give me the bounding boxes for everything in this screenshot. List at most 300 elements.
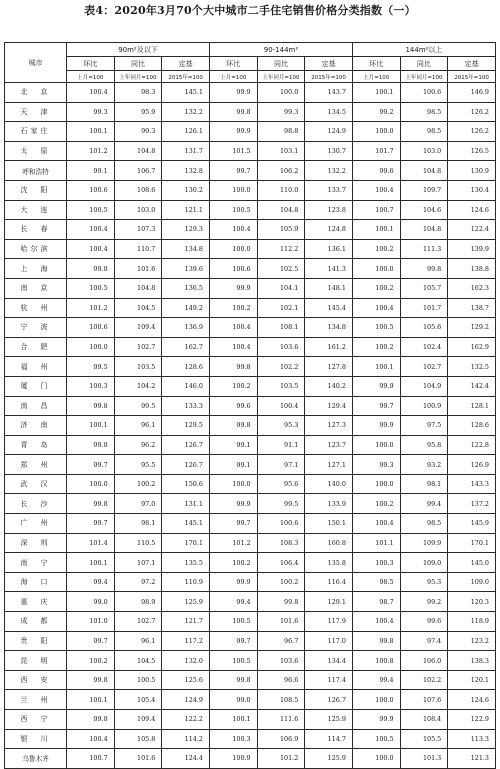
index-value: 95.3 [257,416,305,436]
index-value: 96.6 [257,670,305,690]
index-value: 99.6 [352,161,400,181]
table-row [5,670,496,690]
table-row [5,592,496,612]
city-name: 大 连 [5,200,67,220]
subcol-header: 同比 [257,57,305,71]
index-value: 100.0 [209,474,257,494]
index-value: 101.3 [400,749,448,769]
index-value: 139.9 [448,239,496,259]
index-value: 129.4 [305,396,353,416]
index-value: 136.9 [162,318,210,338]
index-value: 126.2 [448,102,496,122]
index-value: 99.9 [352,376,400,396]
table-row [5,533,496,553]
city-name: 深 圳 [5,533,67,553]
index-value: 99.8 [67,396,115,416]
base-header: 上月=100 [67,71,115,83]
index-value: 100.4 [67,239,115,259]
index-value: 126.9 [448,455,496,475]
city-name: 贵 阳 [5,631,67,651]
index-value: 99.3 [67,102,115,122]
index-value: 138.3 [448,651,496,671]
index-value: 99.9 [209,122,257,142]
base-header: 2015年=100 [448,71,496,83]
index-value: 122.2 [162,710,210,730]
subcol-header: 环比 [209,57,257,71]
index-value: 100.3 [67,376,115,396]
index-value: 100.1 [352,220,400,240]
index-value: 110.5 [114,533,162,553]
index-value: 127.3 [305,416,353,436]
index-value: 100.4 [352,298,400,318]
index-value: 129.3 [162,220,210,240]
base-header: 上年同月=100 [114,71,162,83]
index-value: 140.2 [305,376,353,396]
index-value: 98.5 [400,514,448,534]
city-name: 西 安 [5,670,67,690]
index-value: 106.4 [257,553,305,573]
index-value: 100.1 [67,122,115,142]
index-value: 100.5 [67,200,115,220]
index-value: 99.8 [209,102,257,122]
index-value: 105.9 [257,220,305,240]
table-row [5,337,496,357]
table-body [5,83,496,769]
index-value: 112.2 [257,239,305,259]
index-value: 100.7 [67,749,115,769]
index-value: 126.2 [448,122,496,142]
city-name: 郑 州 [5,455,67,475]
index-value: 121.7 [162,612,210,632]
index-value: 100.7 [352,200,400,220]
index-value: 93.2 [400,455,448,475]
index-value: 99.1 [209,435,257,455]
table-row [5,690,496,710]
index-value: 104.1 [257,278,305,298]
index-value: 99.6 [209,396,257,416]
index-value: 99.7 [67,631,115,651]
index-value: 99.4 [209,592,257,612]
index-value: 107.1 [114,553,162,573]
index-value: 100.0 [352,122,400,142]
index-value: 99.6 [400,612,448,632]
city-name: 济 南 [5,416,67,436]
index-value: 97.4 [400,631,448,651]
index-value: 100.0 [352,749,400,769]
index-value: 100.0 [352,474,400,494]
index-value: 124.9 [305,122,353,142]
index-value: 120.1 [448,670,496,690]
index-value: 110.7 [114,239,162,259]
city-name: 乌鲁木齐 [5,749,67,769]
index-value: 99.7 [67,514,115,534]
table-row [5,102,496,122]
index-value: 103.1 [257,141,305,161]
index-value: 143.3 [448,474,496,494]
index-value: 99.7 [67,455,115,475]
city-name: 武 汉 [5,474,67,494]
index-value: 100.2 [352,239,400,259]
index-value: 95.6 [257,474,305,494]
index-value: 145.1 [162,83,210,103]
index-value: 95.3 [400,572,448,592]
index-value: 162.3 [448,278,496,298]
index-value: 99.8 [67,670,115,690]
city-name: 哈尔滨 [5,239,67,259]
index-value: 100.2 [257,572,305,592]
index-value: 101.0 [67,612,115,632]
index-value: 100.0 [352,690,400,710]
index-value: 111.3 [400,239,448,259]
index-value: 100.4 [209,337,257,357]
index-value: 96.2 [114,435,162,455]
index-value: 100.5 [209,612,257,632]
index-value: 109.0 [400,553,448,573]
index-value: 101.7 [352,141,400,161]
index-value: 98.5 [400,122,448,142]
index-value: 99.1 [209,455,257,475]
city-name: 兰 州 [5,690,67,710]
city-name: 沈 阳 [5,180,67,200]
index-value: 136.1 [305,239,353,259]
index-value: 100.6 [400,83,448,103]
index-value: 102.2 [400,670,448,690]
index-value: 122.9 [448,710,496,730]
index-value: 131.7 [162,141,210,161]
index-value: 150.6 [162,474,210,494]
city-name: 厦 门 [5,376,67,396]
index-value: 100.1 [67,416,115,436]
index-value: 123.8 [305,200,353,220]
index-value: 100.0 [67,337,115,357]
index-value: 150.1 [305,514,353,534]
index-value: 99.8 [352,631,400,651]
index-value: 102.7 [400,357,448,377]
index-value: 122.8 [448,435,496,455]
index-value: 100.4 [352,180,400,200]
group-header: 90-144m² [209,43,352,57]
index-value: 99.8 [67,494,115,514]
index-value: 101.6 [114,749,162,769]
index-value: 100.1 [352,357,400,377]
index-value: 110.9 [162,572,210,592]
index-value: 109.0 [448,572,496,592]
index-value: 102.5 [257,259,305,279]
index-value: 100.2 [352,494,400,514]
index-value: 100.4 [209,220,257,240]
city-name: 长 沙 [5,494,67,514]
index-value: 101.6 [257,612,305,632]
index-value: 99.2 [400,592,448,612]
index-value: 99.8 [67,710,115,730]
index-value: 130.9 [448,161,496,181]
index-value: 103.0 [400,141,448,161]
index-value: 101.2 [67,298,115,318]
index-value: 129.1 [305,592,353,612]
index-value: 113.3 [448,729,496,749]
subcol-header: 环比 [352,57,400,71]
index-value: 100.3 [209,729,257,749]
index-value: 114.2 [162,729,210,749]
index-value: 138.8 [448,259,496,279]
index-value: 126.7 [305,690,353,710]
index-value: 121.1 [162,200,210,220]
index-value: 100.1 [67,690,115,710]
index-value: 108.4 [400,710,448,730]
index-value: 100.4 [352,514,400,534]
index-value: 100.2 [352,337,400,357]
index-value: 124.9 [162,690,210,710]
index-value: 99.9 [352,710,400,730]
index-value: 130.2 [162,180,210,200]
index-value: 109.4 [114,710,162,730]
index-value: 100.0 [352,259,400,279]
index-value: 99.8 [257,592,305,612]
index-value: 124.8 [305,220,353,240]
index-value: 108.3 [257,533,305,553]
city-name: 青 岛 [5,435,67,455]
index-value: 100.4 [209,318,257,338]
table-row [5,631,496,651]
city-name: 宁 波 [5,318,67,338]
index-value: 106.7 [114,161,162,181]
index-value: 95.9 [114,102,162,122]
index-value: 98.5 [400,102,448,122]
city-name: 合 肥 [5,337,67,357]
table-row [5,455,496,475]
index-value: 101.4 [67,533,115,553]
index-value: 117.0 [305,631,353,651]
index-value: 132.2 [305,161,353,181]
index-value: 100.1 [67,553,115,573]
index-value: 104.8 [114,278,162,298]
table-row [5,416,496,436]
index-value: 97.5 [400,416,448,436]
city-name: 长 春 [5,220,67,240]
table-row [5,278,496,298]
city-name: 太 原 [5,141,67,161]
index-value: 117.2 [162,631,210,651]
index-value: 125.9 [305,710,353,730]
index-value: 145.0 [448,553,496,573]
index-value: 99.4 [352,670,400,690]
index-value: 124.4 [162,749,210,769]
index-value: 104.9 [400,376,448,396]
index-value: 134.4 [305,651,353,671]
index-value: 114.7 [305,729,353,749]
index-value: 132.0 [162,651,210,671]
index-value: 161.2 [305,337,353,357]
index-value: 100.4 [67,83,115,103]
index-value: 100.6 [209,259,257,279]
index-value: 107.6 [400,690,448,710]
index-value: 160.8 [305,533,353,553]
index-value: 100.2 [209,553,257,573]
subcol-header: 同比 [400,57,448,71]
table-row [5,710,496,730]
index-value: 104.8 [400,161,448,181]
index-value: 99.0 [209,690,257,710]
index-value: 99.8 [67,435,115,455]
index-value: 104.6 [400,200,448,220]
index-value: 100.5 [209,200,257,220]
index-value: 103.0 [114,200,162,220]
index-value: 100.5 [114,670,162,690]
index-value: 138.7 [448,298,496,318]
table-row [5,612,496,632]
base-header: 上年同月=100 [400,71,448,83]
index-value: 97.1 [257,455,305,475]
index-value: 134.5 [305,102,353,122]
index-value: 134.8 [162,239,210,259]
index-value: 97.0 [114,494,162,514]
table-row [5,572,496,592]
index-value: 133.7 [305,180,353,200]
base-header: 2015年=100 [305,71,353,83]
subcol-header: 环比 [67,57,115,71]
table-row [5,514,496,534]
city-name: 天 津 [5,102,67,122]
table-row [5,435,496,455]
table-row [5,376,496,396]
index-value: 100.5 [352,318,400,338]
index-value: 148.1 [305,278,353,298]
base-header: 上年同月=100 [257,71,305,83]
index-value: 121.3 [448,749,496,769]
index-value: 146.9 [448,83,496,103]
index-value: 100.0 [209,239,257,259]
index-value: 100.0 [257,83,305,103]
index-value: 128.6 [162,357,210,377]
index-value: 101.6 [114,259,162,279]
table-row [5,318,496,338]
city-column-header: 城市 [5,43,67,83]
table-row [5,474,496,494]
index-value: 96.7 [257,631,305,651]
index-value: 111.6 [257,710,305,730]
index-value: 109.7 [400,180,448,200]
index-value: 117.9 [305,612,353,632]
table-row [5,141,496,161]
index-value: 98.1 [400,474,448,494]
index-value: 126.7 [162,435,210,455]
index-value: 96.1 [114,416,162,436]
table-row [5,83,496,103]
index-value: 140.0 [305,474,353,494]
index-value: 97.2 [114,572,162,592]
base-header: 2015年=100 [162,71,210,83]
index-value: 124.6 [448,200,496,220]
index-value: 98.1 [114,514,162,534]
table-title: 表4：2020年3月70个大中城市二手住宅销售价格分类指数（一） [84,4,416,17]
index-value: 145.9 [448,514,496,534]
index-value: 100.1 [209,710,257,730]
index-value: 145.1 [162,514,210,534]
city-name: 南 京 [5,278,67,298]
index-value: 101.2 [257,749,305,769]
table-row [5,298,496,318]
index-value: 100.2 [67,651,115,671]
index-value: 102.1 [257,298,305,318]
city-name: 北 京 [5,83,67,103]
index-value: 139.6 [162,259,210,279]
index-value: 108.1 [257,318,305,338]
city-name: 成 都 [5,612,67,632]
index-value: 100.2 [114,474,162,494]
index-value: 100.8 [352,651,400,671]
index-value: 99.9 [209,572,257,592]
subcol-header: 定基 [305,57,353,71]
index-value: 101.1 [352,533,400,553]
index-value: 99.8 [67,259,115,279]
group-header: 144m²以上 [352,43,495,57]
index-value: 109.9 [400,533,448,553]
index-value: 132.8 [162,161,210,181]
city-name: 昆 明 [5,651,67,671]
index-value: 102.7 [114,612,162,632]
index-value: 99.3 [114,122,162,142]
index-value: 108.6 [114,180,162,200]
city-name: 呼和浩特 [5,161,67,181]
table-row [5,122,496,142]
index-value: 101.2 [209,533,257,553]
index-value: 130.7 [305,141,353,161]
index-value: 99.7 [209,631,257,651]
index-value: 99.5 [67,357,115,377]
subcol-header: 定基 [162,57,210,71]
index-value: 99.5 [114,396,162,416]
index-value: 100.1 [352,83,400,103]
index-value: 142.4 [448,376,496,396]
table-row [5,729,496,749]
index-value: 125.9 [305,749,353,769]
table-row [5,220,496,240]
index-value: 103.6 [257,337,305,357]
index-value: 170.1 [448,533,496,553]
index-value: 117.4 [305,670,353,690]
index-value: 100.0 [352,435,400,455]
index-value: 127.8 [305,357,353,377]
index-value: 104.8 [114,141,162,161]
index-value: 105.5 [400,729,448,749]
index-value: 100.4 [67,220,115,240]
city-name: 杭 州 [5,298,67,318]
group-header: 90m²及以下 [67,43,210,57]
index-value: 99.7 [209,161,257,181]
index-value: 128.6 [448,416,496,436]
city-name: 广 州 [5,514,67,534]
index-value: 99.7 [352,396,400,416]
index-value: 99.7 [209,514,257,534]
index-value: 104.5 [114,298,162,318]
index-value: 101.7 [400,298,448,318]
table-row [5,161,496,181]
index-value: 100.5 [209,651,257,671]
index-value: 99.0 [67,592,115,612]
index-value: 132.2 [162,102,210,122]
index-value: 98.8 [257,122,305,142]
index-value: 132.5 [448,357,496,377]
index-value: 143.7 [305,83,353,103]
index-value: 105.6 [400,318,448,338]
index-value: 99.9 [352,416,400,436]
index-value: 118.9 [448,612,496,632]
table-row [5,553,496,573]
index-value: 129.5 [162,416,210,436]
index-value: 136.5 [162,278,210,298]
index-value: 108.5 [257,690,305,710]
index-value: 99.8 [209,670,257,690]
